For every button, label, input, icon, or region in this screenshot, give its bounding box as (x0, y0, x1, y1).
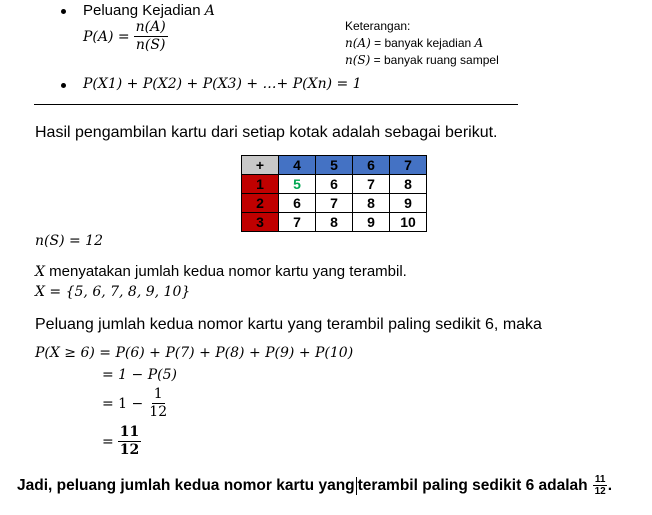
peluang-text: Peluang jumlah kedua nomor kartu yang terambil paling sedikit 6, maka (35, 316, 542, 333)
row-header: 3 (242, 213, 279, 232)
sum-table (241, 155, 427, 232)
table-cell: 10 (390, 213, 427, 232)
table-cell: 7 (316, 194, 353, 213)
bullet1-label: Peluang Kejadian A (83, 2, 215, 19)
bullet-dot (61, 83, 66, 88)
probability-formula: P(A) = $\frac{n(A)}{n(S)}$ (83, 19, 166, 53)
step-1: P(X ≥ 6) = P(6) + P(7) + P(8) + P(9) + P(10) (35, 345, 354, 361)
x-definition: X menyatakan jumlah kedua nomor kartu yang terambil. (35, 263, 407, 280)
sum-of-probabilities: P(X1) + P(X2) + P(X3) + …+ P(Xn) = 1 (83, 76, 362, 92)
table-cell: 8 (353, 194, 390, 213)
col-header: 4 (279, 156, 316, 175)
col-header: 5 (316, 156, 353, 175)
table-cell: 7 (279, 213, 316, 232)
table-cell: 6 (316, 175, 353, 194)
keterangan-title: Keterangan: (345, 19, 411, 33)
table-cell-highlighted: 5 (279, 175, 316, 194)
bullet-dot (61, 9, 66, 14)
x-set: X = {5, 6, 7, 8, 9, 10} (35, 284, 191, 300)
intro-text: Hasil pengambilan kartu dari setiap kotak adalah sebagai berikut. (35, 124, 498, 141)
col-header: 7 (390, 156, 427, 175)
table-corner: + (242, 156, 279, 175)
divider (34, 104, 518, 105)
row-header: 2 (242, 194, 279, 213)
table-cell: 8 (316, 213, 353, 232)
step-2: = 1 − P(5) (102, 367, 177, 383)
step-3: = 1 − $\frac{1}{12}$ (102, 386, 168, 420)
step-4: = $\frac{11}{12}$ (102, 424, 140, 458)
row-header: 1 (242, 175, 279, 194)
table-cell: 7 (353, 175, 390, 194)
table-cell: 9 (390, 194, 427, 213)
col-header: 6 (353, 156, 390, 175)
text-cursor (356, 477, 357, 495)
table-cell: 9 (353, 213, 390, 232)
sample-space-size: n(S) = 12 (35, 233, 103, 249)
keterangan-line1: n(A) = banyak kejadian A (345, 36, 484, 50)
keterangan-line2: n(S) = banyak ruang sampel (345, 53, 499, 67)
table-cell: 8 (390, 175, 427, 194)
table-cell: 6 (279, 194, 316, 213)
conclusion: Jadi, peluang jumlah kedua nomor kartu yang terambil paling sedikit 6 adalah $\frac{11}{12}$ . (17, 474, 613, 497)
